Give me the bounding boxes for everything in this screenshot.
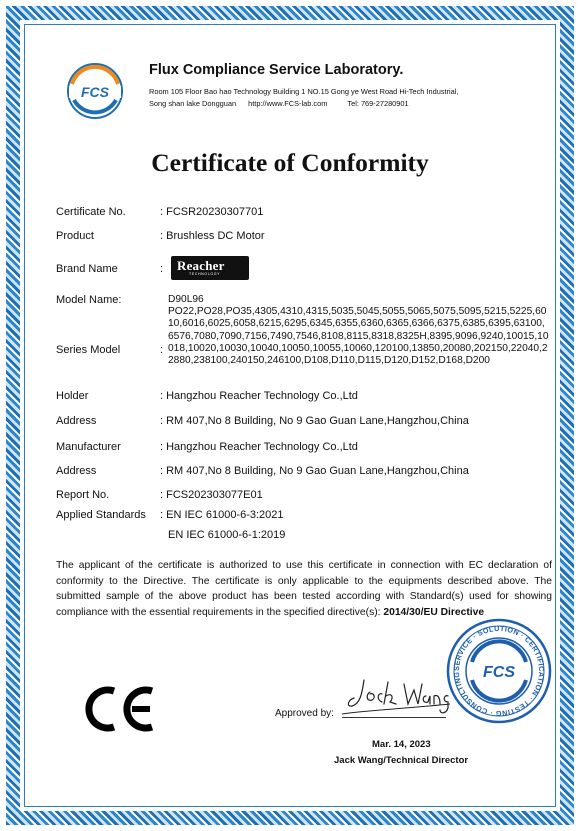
field-value: : EN IEC 61000-6-3:2021 xyxy=(160,509,284,521)
series-model-value: PO22,PO28,PO35,4305,4310,4315,5035,5045,5055,5065,5075,5095,5215,5225,6010,6016,6025,6058,6215,6295,6345,6355,6360,6365,6366,6375,6385,6395,63100,6576,7080,7090,7156,7490,7546,8108,8115,8318,8325H,8395,9096,9240,10015,10018,10020,10030,10040,10050,10055,10060,120100,13850,20080,202150,22040,22880,238100,240150,246100,D108,D110,D115,D120,D152,D168,D200 xyxy=(168,306,549,367)
field-label: Product xyxy=(56,230,94,242)
field-label: Address xyxy=(56,465,97,477)
certificate-title: Certificate of Conformity xyxy=(151,148,429,177)
field-value: : Hangzhou Reacher Technology Co.,Ltd xyxy=(160,390,358,402)
model-block xyxy=(168,294,550,367)
field-value: : RM 407,No 8 Building, No 9 Gao Guan Lane,Hangzhou,China xyxy=(160,465,469,477)
field-label: Address xyxy=(56,415,97,427)
logo-text: FCS xyxy=(81,84,109,100)
stamp-ring-text: SERVICE · SOLUTION · CERTIFICATION · TESTING · CONSULTING xyxy=(451,623,547,719)
approval-date: Mar. 14, 2023 xyxy=(372,739,431,750)
brand-logo-subtext: TECHNOLOGY xyxy=(189,272,221,276)
fcs-logo-icon xyxy=(66,62,124,120)
signature-image xyxy=(342,670,452,718)
field-label: Certificate No. xyxy=(56,206,126,218)
ce-mark-icon xyxy=(80,685,158,733)
field-value: : Hangzhou Reacher Technology Co.,Ltd xyxy=(160,441,358,453)
signer-name: Jack Wang/Technical Director xyxy=(334,755,469,766)
directive-name: 2014/30/EU Directive xyxy=(383,606,485,618)
field-value: : FCSR20230307701 xyxy=(160,206,264,218)
lab-address xyxy=(149,86,458,110)
lab-address-line2-row xyxy=(149,98,458,110)
certification-stamp xyxy=(446,618,552,724)
field-label: Holder xyxy=(56,390,89,402)
field-label: Brand Name xyxy=(56,263,118,275)
field-label: Manufacturer xyxy=(56,441,121,453)
statement-text: The applicant of the certificate is authorized to use this certificate in connection with EC declaration of conformity to the Directive. The certificate is only applicable to the equipments described above. The submitted sample of the above product has been tested according with Standard(s) used for showing compliance with the essential requirements in the specified directive(s): xyxy=(56,560,552,618)
field-value: EN IEC 61000-6-1:2019 xyxy=(168,529,286,541)
lab-tel: Tel: 769-27280901 xyxy=(347,99,409,108)
series-model-label: Series Model xyxy=(56,344,121,356)
field-label: Model Name: xyxy=(56,294,122,306)
stamp-center-text: FCS xyxy=(483,664,515,681)
field-value: : xyxy=(160,263,164,275)
field-value: : FCS202303077E01 xyxy=(160,489,263,501)
approved-by-label: Approved by: xyxy=(275,708,334,719)
signature-line xyxy=(342,717,446,718)
field-value: : RM 407,No 8 Building, No 9 Gao Guan Lane,Hangzhou,China xyxy=(160,415,469,427)
lab-name: Flux Compliance Service Laboratory. xyxy=(149,62,404,78)
field-label: Applied Standards xyxy=(56,509,146,521)
lab-website: http://www.FCS-lab.com xyxy=(248,99,328,108)
series-model-colon: : xyxy=(160,344,164,356)
brand-logo xyxy=(171,256,249,280)
conformity-statement xyxy=(56,558,552,620)
field-label: Report No. xyxy=(56,489,110,501)
lab-address-line2: Song shan lake Dongguan xyxy=(149,99,237,108)
lab-address-line1: Room 105 Floor Bao hao Technology Building 1 NO.15 Gong ye West Road Hi-Tech Industrial, xyxy=(149,87,459,96)
brand-logo-text: Reacher xyxy=(177,258,225,273)
field-value: : Brushless DC Motor xyxy=(160,230,265,242)
model-name-value: D90L96 xyxy=(168,294,204,305)
